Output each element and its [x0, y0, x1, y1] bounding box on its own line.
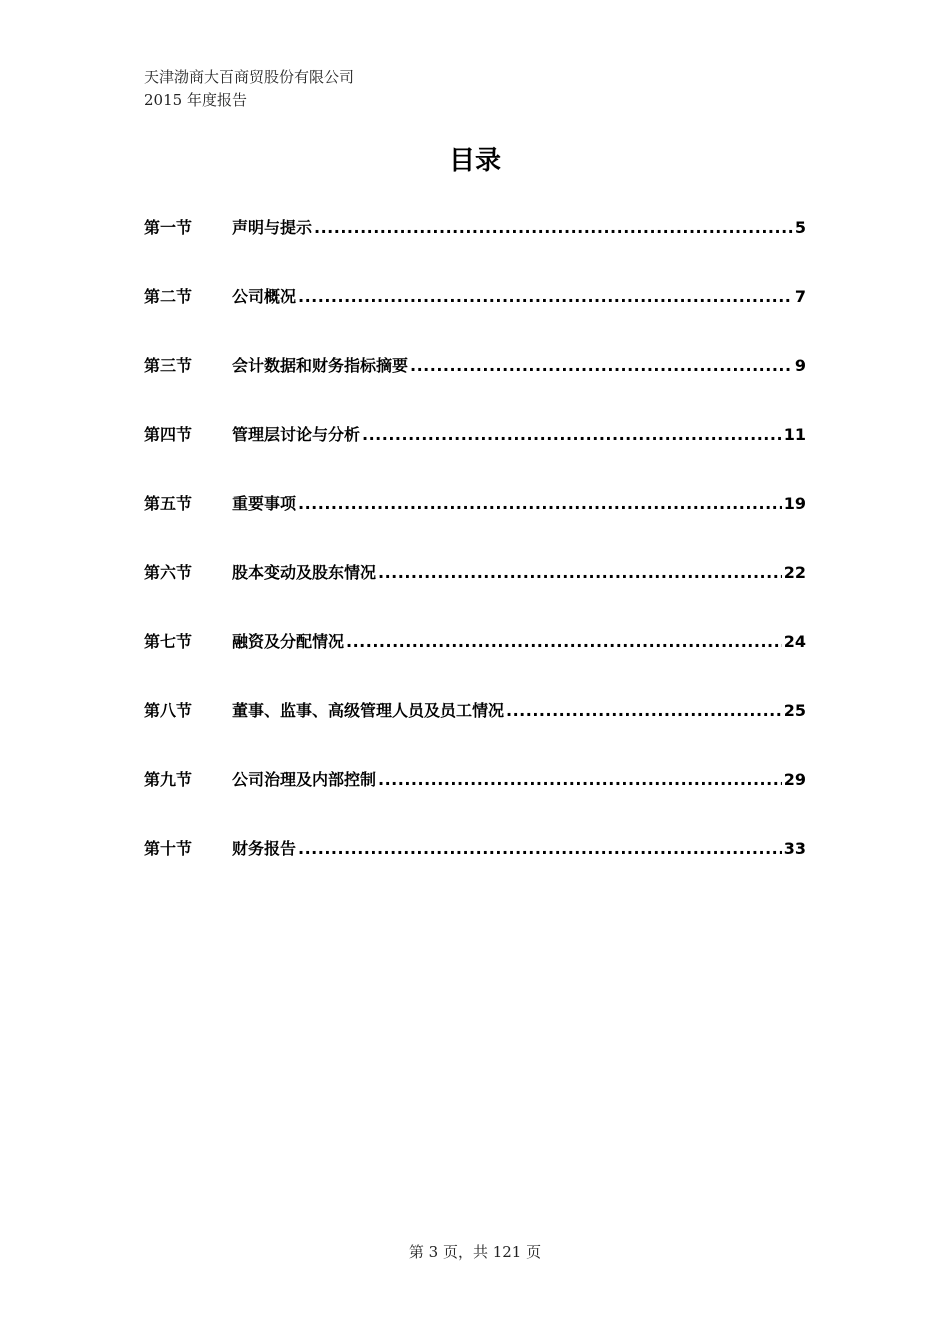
toc-entry-7[interactable]: [144, 629, 806, 698]
toc-entry-10[interactable]: [144, 836, 806, 905]
toc-leader-dots: [346, 629, 782, 655]
table-of-contents: [144, 215, 806, 905]
toc-leader-dots: [298, 284, 793, 310]
toc-section-number: 第三节: [144, 356, 193, 375]
toc-section-title: 融资及分配情况: [232, 632, 345, 651]
toc-section-title: 股本变动及股东情况: [232, 563, 377, 582]
toc-leader-dots: [298, 836, 782, 862]
toc-section-number: 第二节: [144, 287, 193, 306]
toc-section-number: 第六节: [144, 563, 193, 582]
toc-page-number: 25: [783, 701, 806, 720]
toc-entry-1[interactable]: [144, 215, 806, 284]
toc-page-number: 29: [783, 770, 806, 789]
toc-section-number: 第一节: [144, 218, 193, 237]
toc-leader-dots: [298, 491, 782, 517]
page-title: 目录: [448, 146, 501, 176]
toc-section-title: 管理层讨论与分析: [232, 425, 361, 444]
toc-entry-8[interactable]: [144, 698, 806, 767]
toc-leader-dots: [378, 767, 782, 793]
toc-entry-6[interactable]: [144, 560, 806, 629]
toc-section-title: 声明与提示: [232, 218, 313, 237]
toc-page-number: 24: [783, 632, 806, 651]
toc-section-title: 财务报告: [232, 839, 297, 858]
toc-section-number: 第十节: [144, 839, 193, 858]
toc-section-title: 公司治理及内部控制: [232, 770, 377, 789]
toc-page-number: 19: [783, 494, 806, 513]
page-header: [144, 66, 354, 112]
page-footer: 第 3 页，共 121 页: [408, 1243, 542, 1261]
toc-section-title: 会计数据和财务指标摘要: [232, 356, 409, 375]
toc-page-number: 33: [783, 839, 806, 858]
toc-leader-dots: [362, 422, 782, 448]
toc-leader-dots: [378, 560, 782, 586]
toc-page-number: 5: [794, 218, 806, 237]
toc-entry-5[interactable]: [144, 491, 806, 560]
toc-entry-9[interactable]: [144, 767, 806, 836]
toc-section-number: 第八节: [144, 701, 193, 720]
toc-section-number: 第七节: [144, 632, 193, 651]
toc-page-number: 7: [794, 287, 806, 306]
company-name: 天津渤商大百商贸股份有限公司: [144, 68, 355, 86]
toc-entry-3[interactable]: [144, 353, 806, 422]
toc-leader-dots: [506, 698, 782, 724]
toc-entry-4[interactable]: [144, 422, 806, 491]
toc-leader-dots: [314, 215, 793, 241]
report-name: 2015 年度报告: [144, 91, 247, 109]
toc-section-number: 第九节: [144, 770, 193, 789]
toc-page-number: 11: [783, 425, 806, 444]
toc-section-title: 董事、监事、高级管理人员及员工情况: [232, 701, 505, 720]
toc-section-number: 第四节: [144, 425, 193, 444]
toc-entry-2[interactable]: [144, 284, 806, 353]
toc-page-number: 9: [794, 356, 806, 375]
toc-section-title: 公司概况: [232, 287, 297, 306]
toc-page-number: 22: [783, 563, 806, 582]
toc-section-number: 第五节: [144, 494, 193, 513]
toc-section-title: 重要事项: [232, 494, 297, 513]
toc-leader-dots: [410, 353, 793, 379]
